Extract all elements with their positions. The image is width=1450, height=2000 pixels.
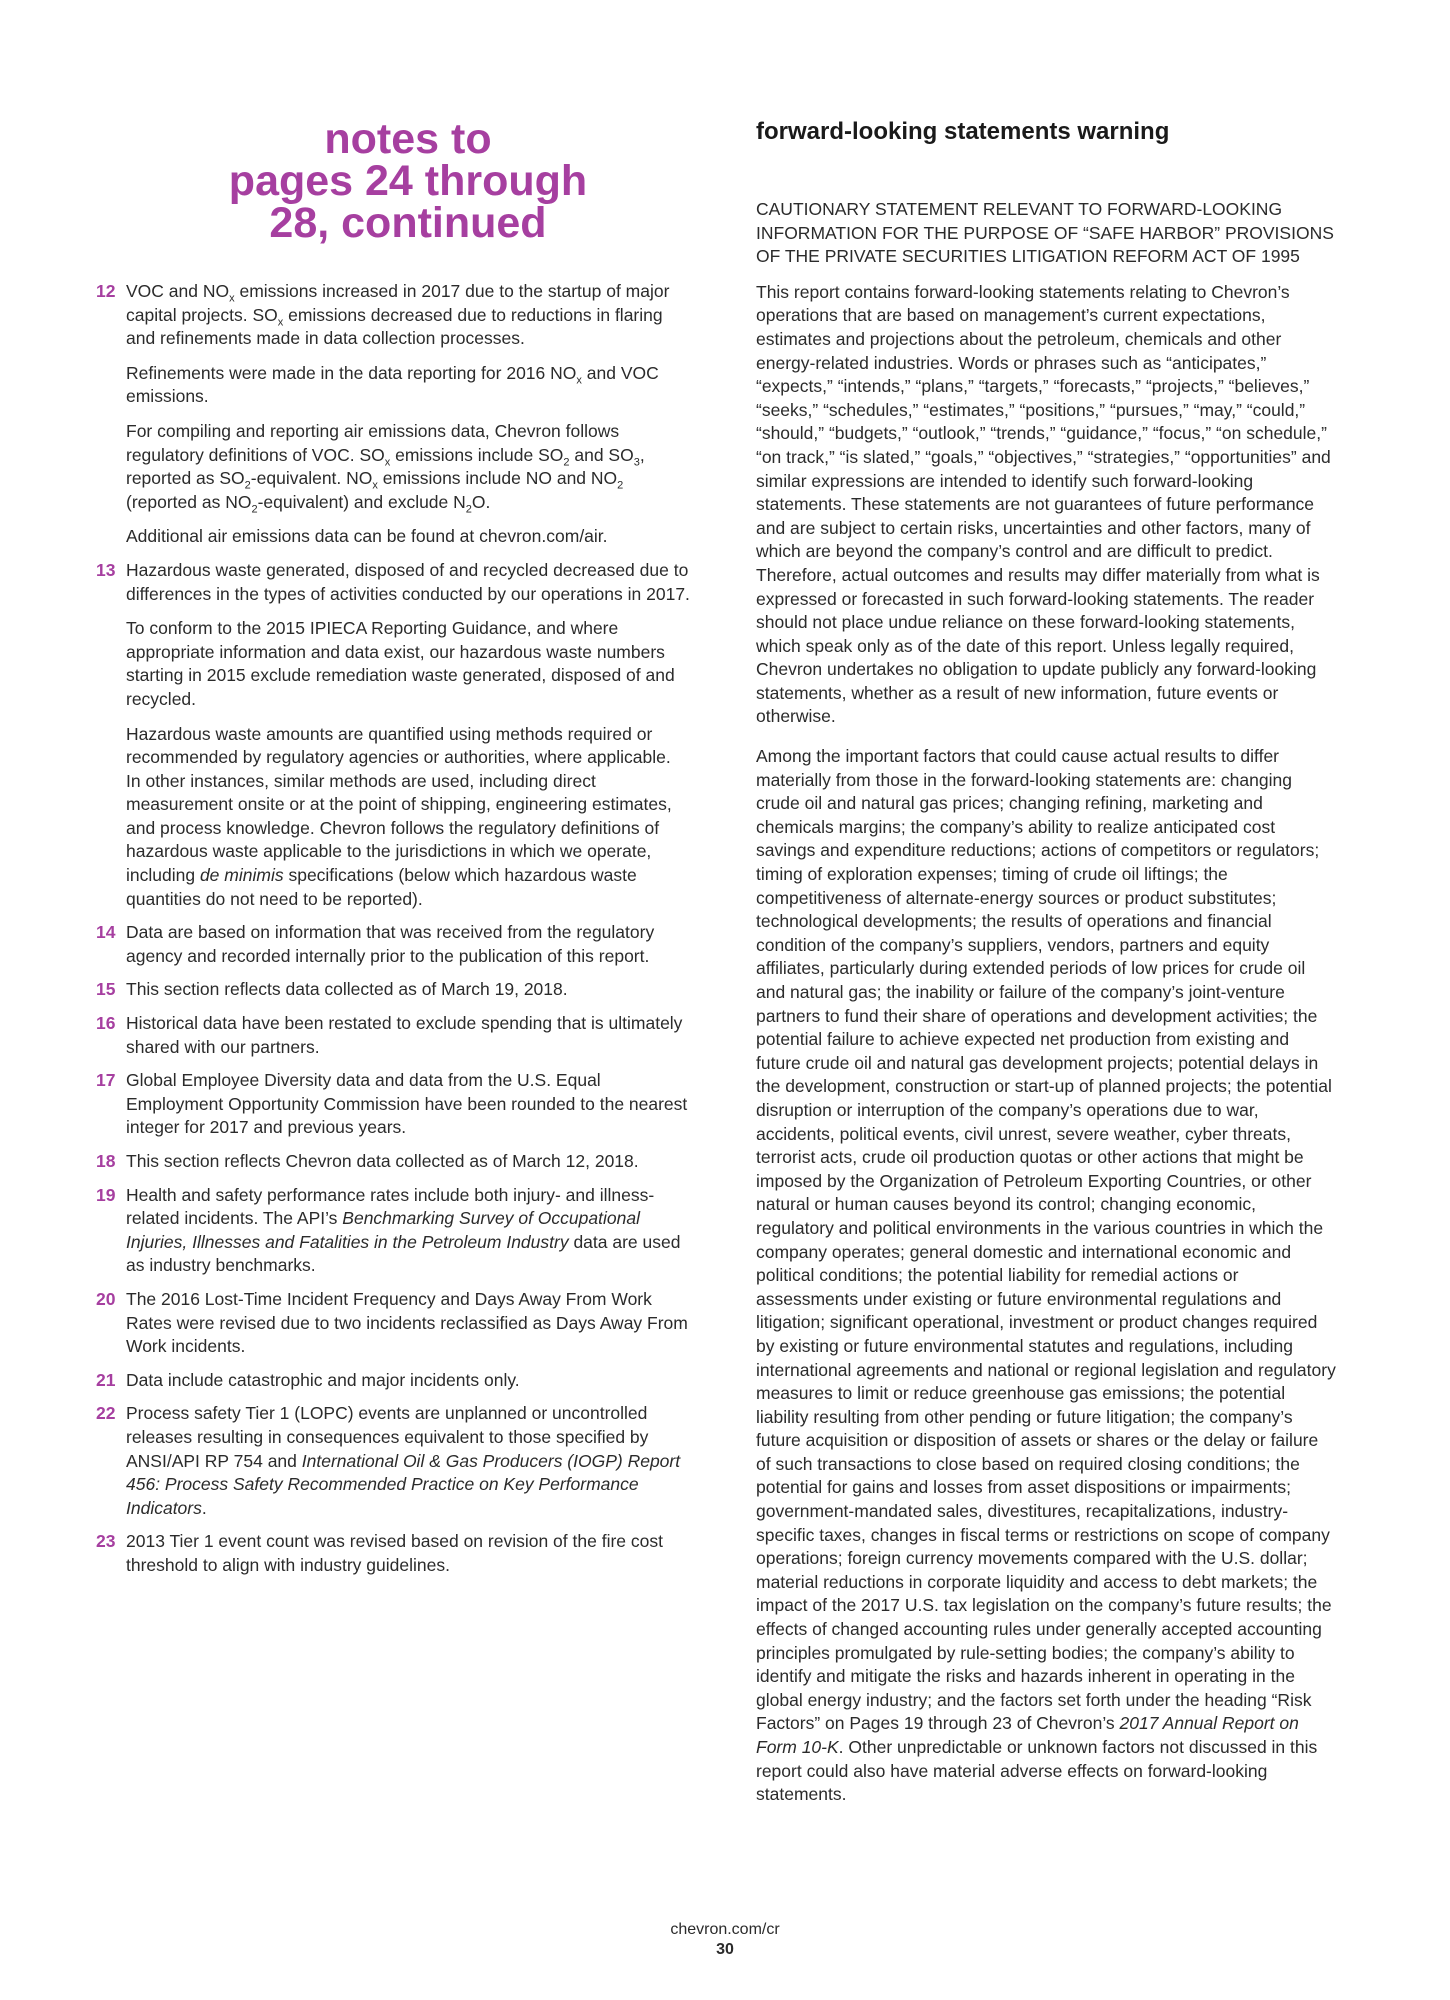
note-paragraph: 2013 Tier 1 event count was revised based on revision of the fire cost threshold to align with industry guidelines. bbox=[126, 1531, 663, 1575]
page-number: 30 bbox=[716, 1941, 734, 1958]
note-number: 22 bbox=[96, 1403, 116, 1424]
note-body bbox=[126, 1369, 690, 1393]
body-paragraph: This report contains forward-looking statements relating to Chevron’s operations that are based on management’s current expectations, estimates and projections about the petroleum, chemicals and other energy-related industries. Words or phrases such as “anticipates,” “expects,” “intends,” “plans,” “targets,” “forecasts,” “projects,” “believes,” “seeks,” “schedules,” “estimates,” “positions,” “pursues,” “may,” “could,” “should,” “budgets,” “outlook,” “trends,” “guidance,” “focus,” “on schedule,” “on track,” “is slated,” “goals,” “objectives,” “strategies,” “opportunities” and similar expressions are intended to identify such forward-looking statements. These statements are not guarantees of future performance and are subject to certain risks, uncertainties and other factors, many of which are beyond the company’s control and are difficult to predict. Therefore, actual outcomes and results may differ materially from what is expressed or forecasted in such forward-looking statements. The reader should not place undue reliance on these forward-looking statements, which speak only as of the date of this report. Unless legally required, Chevron undertakes no obligation to update publicly any forward-looking statements, whether as a result of new information, future events or otherwise. bbox=[756, 281, 1331, 727]
note-paragraph: The 2016 Lost-Time Incident Frequency and Days Away From Work Rates were revised due to two incidents reclassified as Days Away From Work incidents. bbox=[126, 1288, 688, 1357]
note-item bbox=[96, 1184, 690, 1278]
note-item bbox=[96, 1402, 690, 1520]
note-item bbox=[96, 1069, 690, 1140]
note-number: 16 bbox=[96, 1013, 116, 1034]
notes-title-line: 28, continued bbox=[269, 199, 547, 247]
note-body bbox=[126, 921, 690, 968]
note-body bbox=[126, 280, 690, 549]
note-item bbox=[96, 1369, 690, 1393]
note-body bbox=[126, 1184, 690, 1278]
note-body bbox=[126, 1530, 690, 1577]
note-item bbox=[96, 1150, 690, 1174]
note-paragraph: Hazardous waste generated, disposed of and recycled decreased due to differences in the types of activities conducted by our operations in 2017. bbox=[126, 559, 690, 604]
note-item bbox=[96, 978, 690, 1002]
note-body bbox=[126, 1069, 690, 1140]
note-paragraph: Data are based on information that was received from the regulatory agency and recorded internally prior to the publication of this report. bbox=[126, 922, 655, 966]
note-item bbox=[96, 1288, 690, 1359]
notes-title bbox=[96, 115, 690, 247]
note-item bbox=[96, 921, 690, 968]
note-number: 18 bbox=[96, 1151, 116, 1171]
note-body bbox=[126, 1150, 690, 1174]
note-paragraph: Hazardous waste amounts are quantified using methods required or recommended by regulatory agencies or authorities, where applicable. In other instances, similar methods are used, including direct measurement onsite or at the point of shipping, engineering estimates, and process knowledge. Chevron follows the regulatory definitions of hazardous waste applicable to the jurisdictions in which we operate, including de minimis specifications (below which hazardous waste quantities do not need to be reported). bbox=[126, 723, 672, 909]
notes-title-line: pages 24 through bbox=[228, 157, 588, 205]
note-number: 21 bbox=[96, 1369, 116, 1390]
page-footer bbox=[0, 1920, 1450, 1960]
note-body bbox=[126, 1402, 690, 1520]
notes-title-line: notes to bbox=[324, 115, 492, 163]
note-number: 20 bbox=[96, 1288, 116, 1309]
cautionary-statement-heading: CAUTIONARY STATEMENT RELEVANT TO FORWARD-LOOKING INFORMATION FOR THE PURPOSE OF “SAFE HARBOR” PROVISIONS OF THE PRIVATE SECURITIES LITIGATION REFORM ACT OF 1995 bbox=[756, 199, 1334, 267]
note-number: 14 bbox=[96, 922, 116, 943]
forward-looking-column bbox=[756, 118, 1336, 1823]
note-item bbox=[96, 559, 690, 911]
note-item bbox=[96, 280, 690, 549]
note-paragraph: VOC and $NO_x$ emissions increased in 2017 due to the startup of major capital projects. $SO_x$ emissions decreased due to reductions in flaring and refinements made in data collection processes. bbox=[126, 281, 670, 349]
body-paragraph: Among the important factors that could cause actual results to differ materially from those in the forward-looking statements are: changing crude oil and natural gas prices; changing refining, marketing and chemicals margins; the company’s ability to realize anticipated cost savings and expenditure reductions; actions of competitors or regulators; timing of exploration expenses; timing of crude oil liftings; the competitiveness of alternate-energy sources or product substitutes; technological developments; the results of operations and financial condition of the company’s suppliers, vendors, partners and equity affiliates, particularly during extended periods of low prices for crude oil and natural gas; the inability or failure of the company’s joint-venture partners to fund their share of operations and development activities; the potential failure to achieve expected net production from existing and future crude oil and natural gas development projects; potential delays in the development, construction or start-up of planned projects; the potential disruption or interruption of the company’s operations due to war, accidents, political events, civil unrest, severe weather, cyber threats, terrorist acts, crude oil production quotas or other actions that might be imposed by the Organization of Petroleum Exporting Countries, or other natural or human causes beyond its control; changing economic, regulatory and political environments in the various countries in which the company operates; general domestic and international economic and political conditions; the potential liability for remedial actions or assessments under existing or future environmental regulations and litigation; significant operational, investment or product changes required by existing or future environmental statutes and regulations, including international agreements and national or regional legislation and regulatory measures to limit or reduce greenhouse gas emissions; the potential liability resulting from other pending or future litigation; the company’s future acquisition or disposition of assets or shares or the delay or failure of such transactions to close based on required closing conditions; the potential for gains and losses from asset dispositions or impairments; government-mandated sales, divestitures, recapitalizations, industry-specific taxes, changes in fiscal terms or restrictions on scope of company operations; foreign currency movements compared with the U.S. dollar; material reductions in corporate liquidity and access to debt markets; the impact of the 2017 U.S. tax legislation on the company’s future results; the effects of changed accounting rules under generally accepted accounting principles promulgated by rule-setting bodies; the company’s ability to identify and mitigate the risks and hazards inherent in operating in the global energy industry; and the factors set forth under the heading “Risk Factors” on Pages 19 through 23 of Chevron’s 2017 Annual Report on Form 10-K. Other unpredictable or unknown factors not discussed in this report could also have material adverse effects on forward-looking statements. bbox=[756, 746, 1336, 1805]
note-paragraph: This section reflects data collected as of March 19, 2018. bbox=[126, 979, 568, 1000]
note-paragraph: Refinements were made in the data reporting for 2016 $NO_x$ and VOC emissions. bbox=[126, 362, 659, 407]
note-paragraph: This section reflects Chevron data collected as of March 12, 2018. bbox=[126, 1151, 639, 1171]
note-body bbox=[126, 559, 690, 911]
note-paragraph: Global Employee Diversity data and data from the U.S. Equal Employment Opportunity Commission have been rounded to the nearest integer for 2017 and previous years. bbox=[126, 1070, 688, 1138]
notes-column bbox=[96, 115, 690, 1588]
note-number: 17 bbox=[96, 1070, 116, 1091]
note-body bbox=[126, 978, 690, 1002]
note-paragraph: Health and safety performance rates include both injury- and illness-related incidents. The API’s Benchmarking Survey of Occupational Injuries, Illnesses and Fatalities in the Petroleum Industry data are used as industry benchmarks. bbox=[126, 1184, 681, 1276]
note-number: 15 bbox=[96, 979, 116, 1000]
notes-list bbox=[96, 280, 690, 1578]
note-paragraph: For compiling and reporting air emissions data, Chevron follows regulatory definitions of VOC. $SO_x$ emissions include $SO_2$ and $SO_3$, reported as $SO_2$-equivalent. $NO_x$ emissions include NO and $NO_2$ (reported as $NO_2-equivalent$) and exclude $N_2O$. bbox=[126, 420, 645, 516]
note-item bbox=[96, 1012, 690, 1059]
note-paragraph: To conform to the 2015 IPIECA Reporting Guidance, and where appropriate information and data exist, our hazardous waste numbers starting in 2015 exclude remediation waste generated, disposed of and recycled. bbox=[126, 618, 675, 709]
note-body bbox=[126, 1012, 690, 1059]
note-number: 23 bbox=[96, 1531, 116, 1552]
note-number: 19 bbox=[96, 1184, 116, 1205]
note-number: 13 bbox=[96, 559, 116, 580]
note-number: 12 bbox=[96, 281, 116, 301]
note-paragraph: Process safety Tier 1 (LOPC) events are unplanned or uncontrolled releases resulting in consequences equivalent to those specified by ANSI/API RP 754 and International Oil & Gas Producers (IOGP) Report 456: Process Safety Recommended Practice on Key Performance Indicators. bbox=[126, 1403, 681, 1518]
footer-url[interactable]: chevron.com/cr bbox=[670, 1921, 780, 1938]
note-paragraph: Data include catastrophic and major incidents only. bbox=[126, 1369, 520, 1390]
note-paragraph: Additional air emissions data can be found at chevron.com/air. bbox=[126, 526, 608, 547]
section-title: forward-looking statements warning bbox=[756, 118, 1170, 145]
note-paragraph: Historical data have been restated to exclude spending that is ultimately shared with our partners. bbox=[126, 1013, 683, 1057]
note-body bbox=[126, 1288, 690, 1359]
note-item bbox=[96, 1530, 690, 1577]
